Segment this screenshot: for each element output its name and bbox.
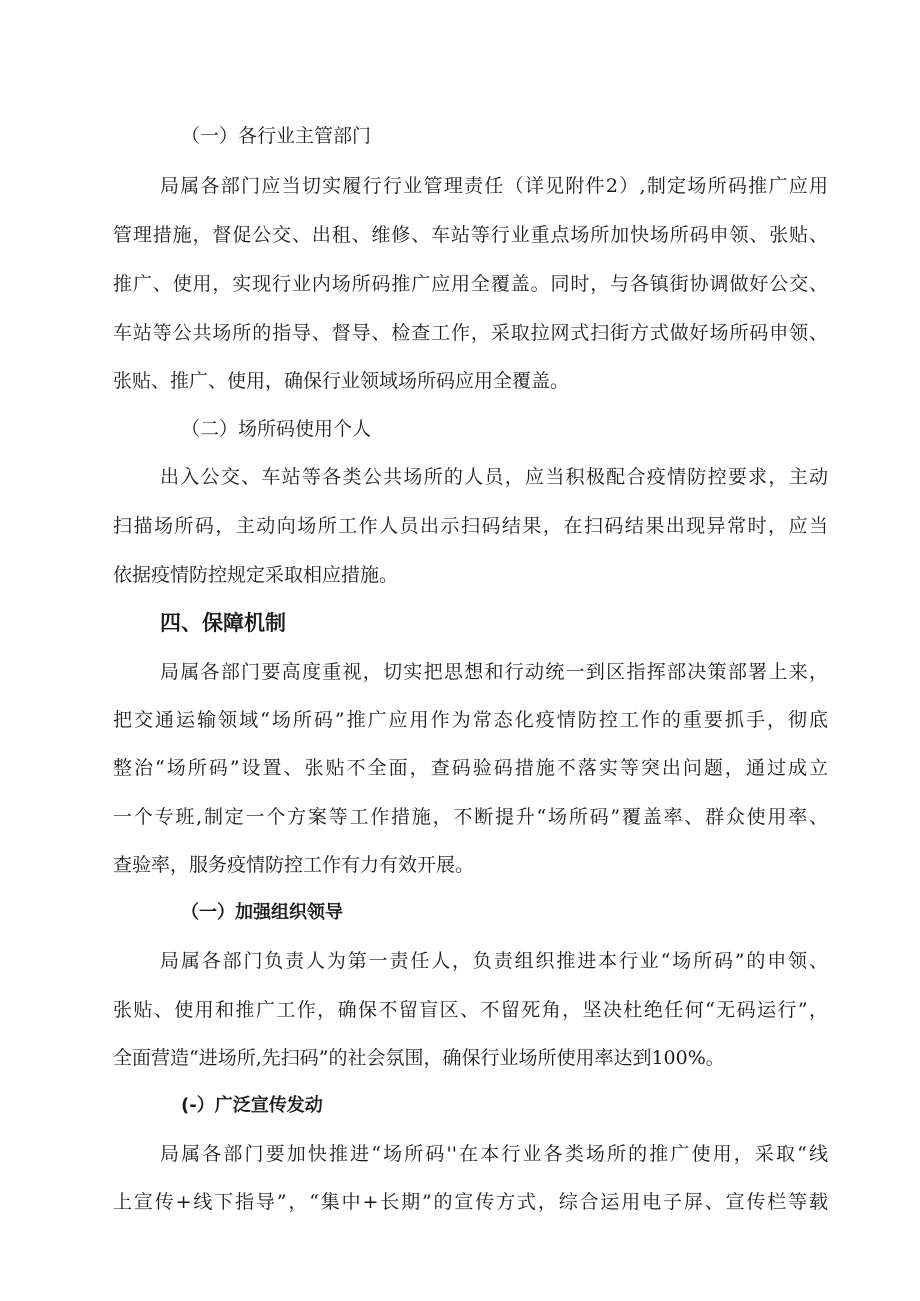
paragraph-line: 扫描场所码，主动向场所工作人员出示扫码结果，在扫码结果出现异常时，应当: [113, 515, 828, 537]
paragraph-line: 查验率，服务疫情防控工作有力有效开展。: [113, 854, 475, 876]
paragraph-line: 推广、使用，实现行业内场所码推广应用全覆盖。同时，与各镇街协调做好公交、: [113, 273, 828, 295]
section-heading-1: （一）各行业主管部门: [181, 125, 372, 147]
paragraph-line: 车站等公共场所的指导、督导、检查工作，采取拉网式扫街方式做好场所码申领、: [113, 322, 828, 344]
section-heading-4-1: （一）加强组织领导: [181, 902, 343, 923]
paragraph-line: 局属各部门应当切实履行行业管理责任（详见附件2）,制定场所码推广应用: [160, 175, 828, 197]
paragraph-line: 一个专班,制定一个方案等工作措施，不断提升“场所码”覆盖率、群众使用率、: [113, 806, 828, 828]
paragraph-line: 管理措施，督促公交、出租、维修、车站等行业重点场所加快场所码申领、张贴、: [113, 224, 828, 246]
chapter-heading: 四、保障机制: [160, 611, 286, 635]
paragraph-line: 张贴、使用和推广工作，确保不留盲区、不留死角，坚决杜绝任何“无码运行”，: [113, 999, 828, 1021]
paragraph-line: 局属各部门要加快推进“场所码''在本行业各类场所的推广使用，采取“线: [160, 1143, 828, 1165]
paragraph-line: 把交通运输领域“场所码”推广应用作为常态化疫情防控工作的重要抓手，彻底: [113, 709, 828, 731]
paragraph-line: 整治“场所码”设置、张贴不全面，查码验码措施不落实等突出问题，通过成立: [113, 757, 828, 779]
paragraph-line: 依据疫情防控规定采取相应措施。: [113, 564, 399, 586]
paragraph-line: 出入公交、车站等各类公共场所的人员，应当积极配合疫情防控要求，主动: [160, 466, 828, 488]
paragraph-line: 全面营造“进场所,先扫码”的社会氛围，确保行业场所使用率达到100%。: [113, 1047, 725, 1069]
paragraph-line: 张贴、推广、使用，确保行业领域场所码应用全覆盖。: [113, 370, 570, 392]
paragraph-line: 局属各部门负责人为第一责任人，负责组织推进本行业“场所码”的申领、: [160, 950, 828, 972]
paragraph-line: 上宣传+线下指导”，“集中+长期”的宣传方式，综合运用电子屏、宣传栏等载: [113, 1191, 828, 1213]
section-heading-4-2: (-）广泛宣传发动: [181, 1095, 323, 1116]
paragraph-line: 局属各部门要高度重视，切实把思想和行动统一到区指挥部决策部署上来，: [160, 661, 828, 683]
section-heading-2: （二）场所码使用个人: [181, 418, 372, 440]
